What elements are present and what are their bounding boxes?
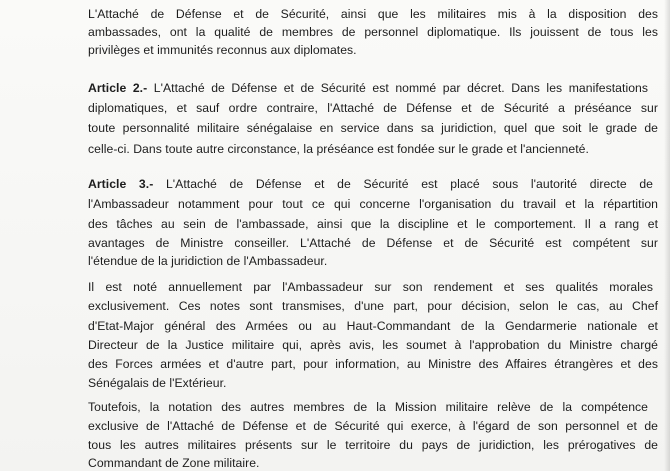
article-2-line-2: diplomatiques, et sauf ordre contraire, l'Attaché de Défense et de Sécurité a préséance sur [88, 101, 658, 115]
toutefois-line-3: tous les autres militaires présents sur le territoire du pays de juridiction, les prérogatives de [88, 438, 658, 452]
article-3-line-5: l'étendue de la juridiction de l'Ambassadeur. [88, 254, 328, 268]
article-2-first-line [88, 80, 648, 96]
article-3-first-line-text: L'Attaché de Défense et de Sécurité est placé sous l'autorité directe de [165, 177, 653, 191]
article-3-line-4: avantages de Ministre conseiller. L'Attaché de Défense et de Sécurité est compétent sur [88, 236, 658, 250]
intro-line-1: L'Attaché de Défense et de Sécurité, ainsi que les militaires mis à la disposition des [88, 7, 658, 21]
notes-line-2: exclusivement. Ces notes sont transmises, d'une part, pour décision, selon le cas, au Chef [88, 299, 658, 313]
notes-line-1: Il est noté annuellement par l'Ambassadeur sur son rendement et ses qualités morales [88, 280, 653, 294]
page-edge-shadow [664, 0, 670, 471]
notes-line-3: d'Etat-Major général des Armées ou au Haut-Commandant de la Gendarmerie nationale et [88, 319, 658, 333]
intro-line-2: ambassades, ont la qualité de membres de personnel diplomatique. Ils jouissent de tous les [88, 25, 658, 39]
toutefois-line-2: exclusive de l'Attaché de Défense et de Sécurité qui exerce, à l'égard de son personnel et de [88, 419, 658, 433]
article-2-first-line-text: L'Attaché de Défense et de Sécurité est nommé par décret. Dans les manifestations [153, 81, 648, 95]
article-2-line-3: toute personnalité militaire sénégalaise en service dans sa juridiction, quel que soit le grade de [88, 121, 658, 135]
article-2-heading: Article 2.- [88, 81, 148, 95]
toutefois-line-1: Toutefois, la notation des autres membres de la Mission militaire relève de la compétence [88, 400, 648, 414]
article-3-line-2: l'Ambassadeur notamment pour tout ce qui concerne l'organisation du travail et la répartition [88, 197, 658, 211]
intro-line-3: privilèges et immunités reconnus aux diplomates. [88, 43, 357, 57]
article-3-line-3: des tâches au sein de l'ambassade, ainsi que la discipline et le comportement. Il a rang et [88, 217, 658, 231]
article-3-first-line [88, 176, 653, 192]
notes-line-5: des Forces armées et d'autre part, pour information, au Ministre des Affaires étrangères et des [88, 357, 658, 371]
notes-line-4: Directeur de la Justice militaire qui, après avis, les soumet à l'approbation du Ministre chargé [88, 338, 658, 352]
notes-line-6: Sénégalais de l'Extérieur. [88, 376, 227, 390]
toutefois-line-4: Commandant de Zone militaire. [88, 456, 260, 470]
article-2-line-4: celle-ci. Dans toute autre circonstance, la préséance est fondée sur le grade et l'ancienneté. [88, 142, 589, 156]
article-3-heading: Article 3.- [88, 177, 154, 191]
